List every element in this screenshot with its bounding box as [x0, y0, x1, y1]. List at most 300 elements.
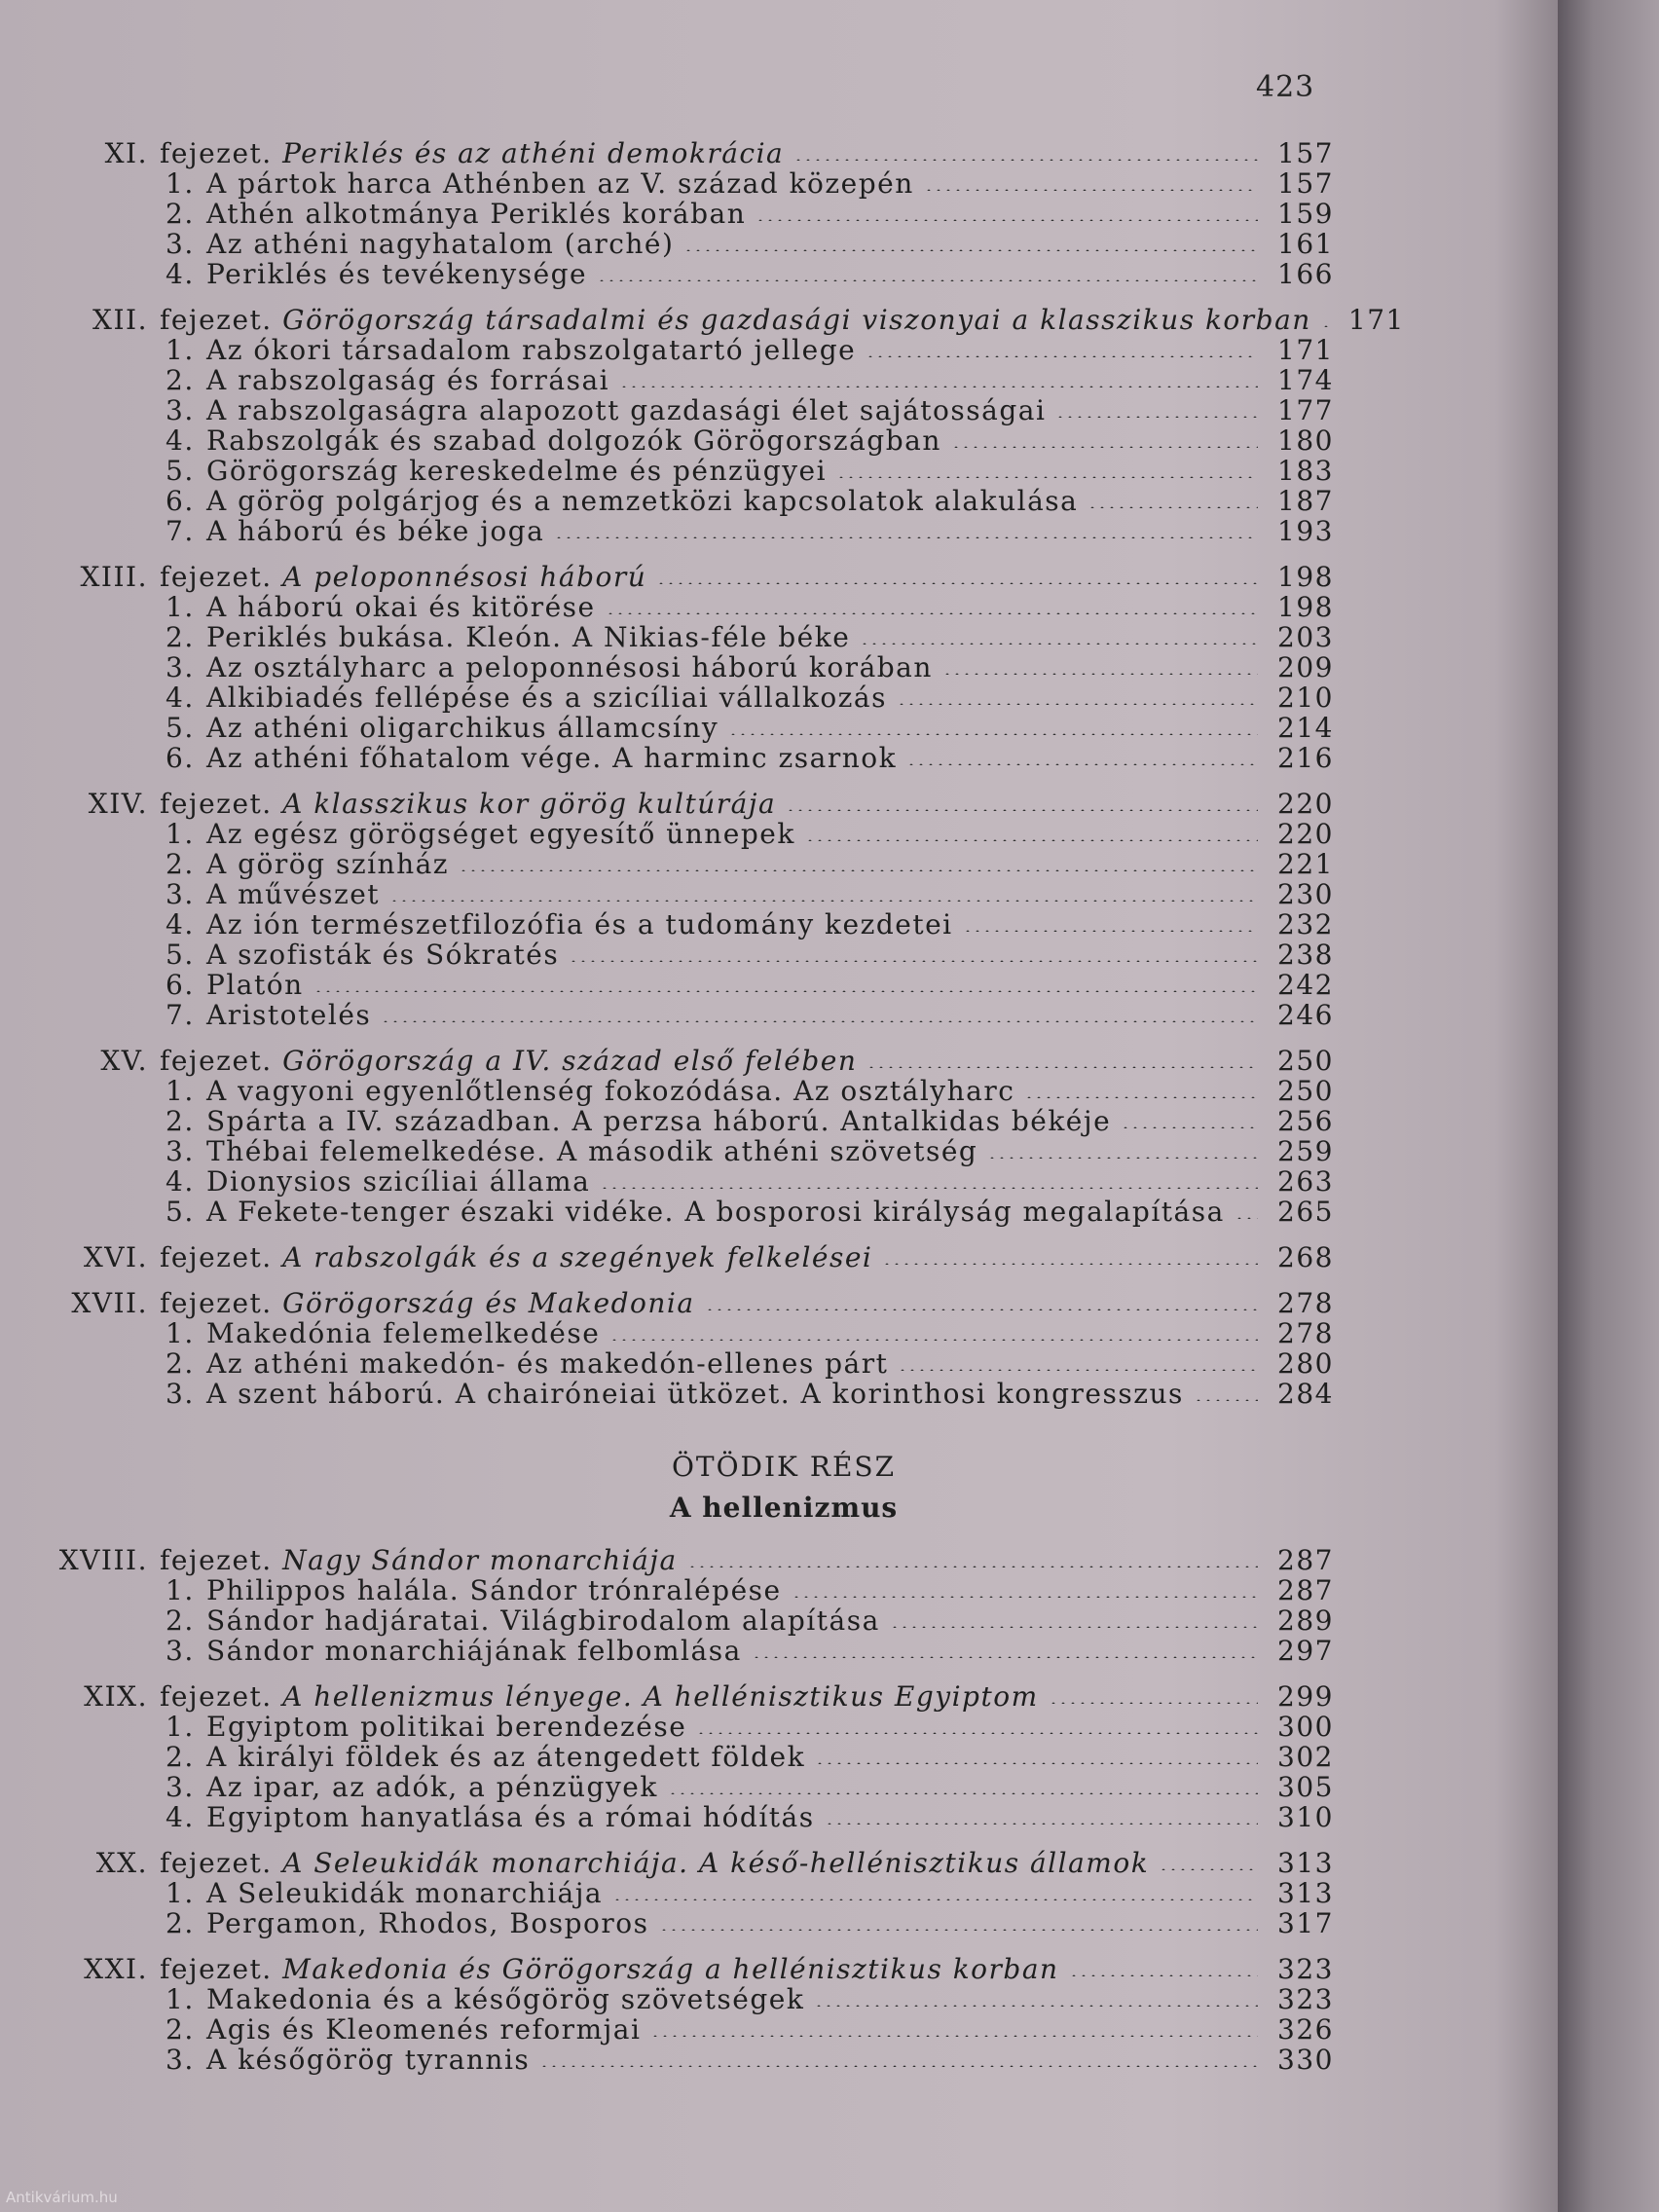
- subsection-page: 193: [1277, 515, 1334, 547]
- subsection-row: [39, 622, 1334, 652]
- subsection-row: [39, 486, 1334, 516]
- dot-leader: [1321, 325, 1329, 327]
- dot-leader: [1235, 1217, 1258, 1219]
- subsection-row: [39, 259, 1334, 289]
- subsection-page: 238: [1277, 939, 1334, 971]
- chapter-page: 278: [1277, 1287, 1334, 1319]
- subsection-row: [39, 456, 1334, 486]
- subsection-title: A Seleukidák monarchiája: [206, 1877, 604, 1909]
- dot-leader: [659, 1929, 1258, 1931]
- subsection-title: Agis és Kleomenés reformjai: [206, 2013, 642, 2046]
- subsection-number: 3.: [166, 1635, 195, 1667]
- subsection-title: A vagyoni egyenlőtlenség fokozódása. Az osztályharc: [206, 1075, 1015, 1107]
- subsection-title: Az ipar, az adók, a pénzügyek: [206, 1771, 658, 1803]
- dot-leader: [906, 763, 1258, 765]
- subsection-number: 3.: [166, 1378, 195, 1410]
- dot-leader: [756, 219, 1258, 221]
- subsection-page: 259: [1277, 1135, 1334, 1167]
- chapter-number: XIV.: [88, 788, 148, 820]
- dot-leader: [866, 1066, 1258, 1068]
- dot-leader: [890, 1626, 1258, 1628]
- subsection-number: 1.: [166, 1983, 195, 2015]
- subsection-row: [39, 1166, 1334, 1197]
- chapter-word: fejezet.: [160, 1953, 273, 1985]
- subsection-number: 4.: [166, 682, 195, 714]
- chapter-heading: [160, 1242, 872, 1272]
- spacer: [39, 1409, 1334, 1448]
- subsection-title: A Fekete-tenger északi vidéke. A bosporosi királyság megalapítása: [206, 1196, 1225, 1228]
- dot-leader: [1024, 1096, 1258, 1098]
- part-subtitle: A hellenizmus: [669, 1492, 899, 1524]
- subsection-row: [39, 1605, 1334, 1636]
- subsection-page: 166: [1277, 258, 1334, 290]
- subsection-page: 330: [1277, 2044, 1334, 2076]
- chapter-row: [39, 138, 1334, 168]
- subsection-title: Makedónia felemelkedése: [206, 1317, 601, 1349]
- dot-leader: [389, 900, 1258, 902]
- subsection-number: 3.: [166, 1771, 195, 1803]
- dot-leader: [728, 733, 1258, 735]
- subsection-number: 2.: [166, 848, 195, 880]
- dot-leader: [1194, 1399, 1258, 1401]
- subsection-page: 209: [1277, 651, 1334, 683]
- chapter-row: [39, 1545, 1334, 1575]
- subsection-row: [39, 1772, 1334, 1802]
- subsection-page: 300: [1277, 1711, 1334, 1743]
- spacer: [39, 1666, 1334, 1681]
- watermark: Antikvárium.hu: [6, 2189, 118, 2206]
- subsection-page: 317: [1277, 1907, 1334, 1939]
- subsection-number: 3.: [166, 228, 195, 260]
- subsection-number: 1.: [166, 818, 195, 850]
- subsection-row: [39, 849, 1334, 879]
- subsection-page: 220: [1277, 818, 1334, 850]
- chapter-heading: [160, 305, 1311, 335]
- subsection-row: [39, 1106, 1334, 1136]
- dot-leader: [951, 446, 1258, 448]
- dot-leader: [987, 1157, 1258, 1159]
- chapter-row: [39, 304, 1405, 336]
- chapter-title: Görögország a IV. század első felében: [282, 1045, 858, 1077]
- dot-leader: [705, 1309, 1258, 1310]
- subsection-row: [39, 1348, 1334, 1379]
- chapter-title: A peloponnésosi háború: [282, 561, 647, 593]
- subsection-number: 4.: [166, 1165, 195, 1198]
- subsection-number: 1.: [166, 1317, 195, 1349]
- subsection-row: [39, 199, 1334, 229]
- subsection-number: 1.: [166, 1877, 195, 1909]
- chapter-row: [39, 1046, 1334, 1076]
- dot-leader: [793, 159, 1258, 161]
- subsection-number: 2.: [166, 621, 195, 653]
- dot-leader: [882, 1263, 1258, 1265]
- subsection-number: 2.: [166, 1604, 195, 1637]
- subsection-title: Sándor monarchiájának felbomlása: [206, 1635, 742, 1667]
- chapter-heading: [160, 789, 776, 819]
- subsection-page: 278: [1277, 1317, 1334, 1349]
- subsection-title: Az athéni főhatalom vége. A harminc zsarnok: [206, 742, 898, 774]
- subsection-page: 305: [1277, 1771, 1334, 1803]
- chapter-heading: [160, 1954, 1059, 1984]
- subsection-row: [39, 1318, 1334, 1348]
- subsection-title: A pártok harca Athénben az V. század közepén: [206, 167, 914, 200]
- chapter-heading: [160, 1288, 695, 1318]
- dot-leader: [786, 809, 1258, 811]
- subsection-title: Az ión természetfilozófia és a tudomány kezdetei: [206, 908, 953, 940]
- subsection-row: [39, 940, 1334, 970]
- subsection-page: 159: [1277, 198, 1334, 230]
- subsection-row: [39, 1379, 1334, 1409]
- chapter-row: [39, 562, 1334, 592]
- chapter-number: XVIII.: [58, 1544, 148, 1576]
- subsection-page: 183: [1277, 455, 1334, 487]
- dot-leader: [792, 1596, 1258, 1598]
- dot-leader: [942, 673, 1258, 675]
- subsection-page: 157: [1277, 167, 1334, 200]
- chapter-heading: [160, 138, 784, 168]
- dot-leader: [1049, 1702, 1258, 1704]
- subsection-number: 2.: [166, 198, 195, 230]
- subsection-number: 2.: [166, 1105, 195, 1137]
- subsection-number: 3.: [166, 651, 195, 683]
- spacer: [39, 289, 1334, 305]
- subsection-row: [39, 1984, 1334, 2014]
- subsection-page: 210: [1277, 682, 1334, 714]
- subsection-number: 7.: [166, 515, 195, 547]
- subsection-row: [39, 819, 1334, 849]
- subsection-page: 323: [1277, 1983, 1334, 2015]
- dot-leader: [687, 1566, 1258, 1567]
- subsection-title: Spárta a IV. században. A perzsa háború. Antalkidas békéje: [206, 1105, 1112, 1137]
- chapter-title: Makedonia és Görögország a hellénisztikus korban: [282, 1953, 1059, 1985]
- subsection-number: 1.: [166, 167, 195, 200]
- chapter-row: [39, 789, 1334, 819]
- dot-leader: [898, 1369, 1258, 1371]
- subsection-number: 6.: [166, 969, 195, 1001]
- chapter-word: fejezet.: [160, 137, 273, 169]
- chapter-heading: [160, 562, 646, 592]
- dot-leader: [313, 990, 1258, 992]
- subsection-number: 2.: [166, 1347, 195, 1380]
- subsection-title: Alkibiadés fellépése és a szicíliai vállalkozás: [206, 682, 887, 714]
- chapter-word: fejezet.: [160, 1680, 273, 1713]
- subsection-row: [39, 365, 1334, 395]
- subsection-page: 284: [1277, 1378, 1334, 1410]
- dot-leader: [860, 643, 1258, 645]
- chapter-word: fejezet.: [160, 1287, 273, 1319]
- subsection-page: 174: [1277, 364, 1334, 396]
- chapter-word: fejezet.: [160, 1045, 273, 1077]
- dot-leader: [609, 1339, 1258, 1341]
- chapter-row: [39, 1242, 1334, 1272]
- subsection-page: 256: [1277, 1105, 1334, 1137]
- chapter-word: fejezet.: [160, 561, 273, 593]
- subsection-page: 263: [1277, 1165, 1334, 1198]
- dot-leader: [752, 1656, 1258, 1658]
- chapter-title: Periklés és az athéni demokrácia: [282, 137, 785, 169]
- chapter-number: XI.: [104, 137, 148, 169]
- toc-sections-before: [39, 137, 1405, 1410]
- dot-leader: [897, 703, 1258, 705]
- subsection-row: [39, 652, 1334, 682]
- chapter-row: [39, 1848, 1334, 1878]
- chapter-heading: [160, 1545, 678, 1575]
- chapter-number: XVI.: [83, 1241, 148, 1273]
- subsection-number: 4.: [166, 1801, 195, 1833]
- subsection-title: Az egész görögséget egyesítő ünnepek: [206, 818, 795, 850]
- subsection-page: 171: [1277, 334, 1334, 366]
- subsection-row: [39, 1136, 1334, 1166]
- subsection-page: 161: [1277, 228, 1334, 260]
- subsection-page: 287: [1277, 1574, 1334, 1606]
- subsection-page: 180: [1277, 424, 1334, 457]
- chapter-word: fejezet.: [160, 788, 273, 820]
- subsection-number: 3.: [166, 394, 195, 426]
- chapter-title: Görögország és Makedonia: [282, 1287, 695, 1319]
- subsection-page: 232: [1277, 908, 1334, 940]
- chapter-page: 268: [1277, 1241, 1334, 1273]
- chapter-row: [39, 1954, 1334, 1984]
- spacer: [39, 773, 1334, 789]
- dot-leader: [836, 476, 1258, 478]
- dot-leader: [554, 536, 1258, 538]
- table-of-contents: [39, 137, 1405, 2076]
- dot-leader: [459, 869, 1258, 871]
- chapter-heading: [160, 1848, 1149, 1878]
- dot-leader: [656, 582, 1258, 584]
- subsection-row: [39, 2014, 1334, 2045]
- dot-leader: [600, 1187, 1258, 1189]
- subsection-row: [39, 168, 1334, 199]
- dot-leader: [539, 2065, 1258, 2067]
- chapter-number: XIII.: [80, 561, 148, 593]
- subsection-row: [39, 970, 1334, 1000]
- dot-leader: [683, 249, 1258, 251]
- subsection-row: [39, 743, 1334, 773]
- subsection-row: [39, 713, 1334, 743]
- subsection-row: [39, 879, 1334, 909]
- dot-leader: [569, 960, 1258, 962]
- subsection-page: 297: [1277, 1635, 1334, 1667]
- subsection-number: 7.: [166, 999, 195, 1031]
- subsection-row: [39, 1636, 1334, 1666]
- spacer: [39, 1227, 1334, 1242]
- subsection-row: [39, 1712, 1334, 1742]
- subsection-title: A királyi földek és az átengedett földek: [206, 1741, 806, 1773]
- subsection-row: [39, 395, 1334, 425]
- subsection-title: Philippos halála. Sándor trónralépése: [206, 1574, 782, 1606]
- subsection-row: [39, 1197, 1334, 1227]
- chapter-title: A klasszikus kor görög kultúrája: [282, 788, 777, 820]
- subsection-title: A szofisták és Sókratés: [206, 939, 560, 971]
- chapter-number: XVII.: [71, 1287, 148, 1319]
- subsection-number: 2.: [166, 364, 195, 396]
- chapter-row: [39, 1288, 1334, 1318]
- subsection-title: Aristotelés: [206, 999, 372, 1031]
- subsection-title: Az athéni nagyhatalom (arché): [206, 228, 675, 260]
- toc-sections-after: [39, 1545, 1334, 2075]
- page-number: 423: [1256, 70, 1315, 104]
- dot-leader: [1159, 1868, 1258, 1870]
- subsection-number: 2.: [166, 1907, 195, 1939]
- subsection-number: 1.: [166, 1574, 195, 1606]
- subsection-number: 2.: [166, 1741, 195, 1773]
- subsection-page: 280: [1277, 1347, 1334, 1380]
- subsection-title: A későgörög tyrannis: [206, 2044, 531, 2076]
- subsection-number: 5.: [166, 939, 195, 971]
- subsection-page: 230: [1277, 878, 1334, 910]
- subsection-row: [39, 2045, 1334, 2075]
- subsection-number: 6.: [166, 742, 195, 774]
- chapter-word: fejezet.: [160, 1847, 273, 1879]
- subsection-title: Pergamon, Rhodos, Bosporos: [206, 1907, 649, 1939]
- subsection-title: Thébai felemelkedése. A második athéni szövetség: [206, 1135, 978, 1167]
- subsection-number: 4.: [166, 908, 195, 940]
- dot-leader: [963, 930, 1258, 932]
- dot-leader: [612, 1899, 1258, 1900]
- subsection-title: A művészet: [206, 878, 381, 910]
- subsection-title: Platón: [206, 969, 304, 1001]
- dot-leader: [866, 355, 1258, 357]
- subsection-title: Periklés és tevékenysége: [206, 258, 588, 290]
- chapter-title: A rabszolgák és a szegények felkelései: [282, 1241, 873, 1273]
- subsection-title: A görög polgárjog és a nemzetközi kapcsolatok alakulása: [206, 485, 1079, 517]
- subsection-page: 246: [1277, 999, 1334, 1031]
- subsection-title: A rabszolgaságra alapozott gazdasági élet sajátosságai: [206, 394, 1047, 426]
- dot-leader: [668, 1792, 1258, 1794]
- subsection-title: Az athéni makedón- és makedón-ellenes párt: [206, 1347, 889, 1380]
- subsection-number: 5.: [166, 1196, 195, 1228]
- subsection-page: 326: [1277, 2013, 1334, 2046]
- dot-leader: [924, 189, 1258, 191]
- dot-leader: [825, 1823, 1258, 1825]
- subsection-page: 216: [1277, 742, 1334, 774]
- subsection-row: [39, 1742, 1334, 1772]
- subsection-number: 1.: [166, 1711, 195, 1743]
- spacer: [39, 1832, 1334, 1848]
- subsection-number: 3.: [166, 2044, 195, 2076]
- subsection-row: [39, 425, 1334, 456]
- chapter-page: 313: [1277, 1847, 1334, 1879]
- subsection-title: Periklés bukása. Kleón. A Nikias-féle béke: [206, 621, 851, 653]
- subsection-number: 1.: [166, 334, 195, 366]
- book-spine: [1558, 0, 1659, 2212]
- subsection-number: 5.: [166, 455, 195, 487]
- spacer: [39, 546, 1334, 562]
- subsection-title: Az athéni oligarchikus államcsíny: [206, 712, 719, 744]
- chapter-word: fejezet.: [160, 1241, 273, 1273]
- subsection-row: [39, 1575, 1334, 1605]
- subsection-title: Az osztályharc a peloponnésosi háború korában: [206, 651, 933, 683]
- chapter-page: 287: [1277, 1544, 1334, 1576]
- chapter-page: 323: [1277, 1953, 1334, 1985]
- subsection-row: [39, 335, 1334, 365]
- chapter-page: 198: [1277, 561, 1334, 593]
- subsection-row: [39, 1076, 1334, 1106]
- subsection-number: 6.: [166, 485, 195, 517]
- dot-leader: [696, 1732, 1258, 1734]
- subsection-title: Görögország kereskedelme és pénzügyei: [206, 455, 828, 487]
- subsection-number: 3.: [166, 878, 195, 910]
- chapter-number: XIX.: [84, 1680, 148, 1713]
- chapter-page: 299: [1277, 1680, 1334, 1713]
- chapter-page: 250: [1277, 1045, 1334, 1077]
- subsection-row: [39, 1802, 1334, 1832]
- subsection-number: 4.: [166, 424, 195, 457]
- subsection-number: 3.: [166, 1135, 195, 1167]
- subsection-page: 203: [1277, 621, 1334, 653]
- chapter-number: XV.: [100, 1045, 148, 1077]
- part-title: ÖTÖDIK RÉSZ: [671, 1451, 897, 1483]
- chapter-heading: [160, 1681, 1039, 1712]
- subsection-page: 177: [1277, 394, 1334, 426]
- subsection-title: Makedonia és a későgörög szövetségek: [206, 1983, 805, 2015]
- chapter-number: XX.: [95, 1847, 148, 1879]
- subsection-title: Sándor hadjáratai. Világbirodalom alapítása: [206, 1604, 880, 1637]
- subsection-row: [39, 592, 1334, 622]
- spacer: [39, 1938, 1334, 1954]
- subsection-row: [39, 1000, 1334, 1030]
- chapter-page: 157: [1277, 137, 1334, 169]
- subsection-page: 242: [1277, 969, 1334, 1001]
- subsection-row: [39, 909, 1334, 940]
- spacer: [39, 1530, 1334, 1545]
- dot-leader: [805, 839, 1258, 841]
- chapter-page: 171: [1347, 304, 1405, 336]
- subsection-row: [39, 682, 1334, 713]
- chapter-number: XXI.: [84, 1953, 148, 1985]
- subsection-number: 2.: [166, 2013, 195, 2046]
- subsection-page: 313: [1277, 1877, 1334, 1909]
- subsection-title: A háború és béke joga: [206, 515, 545, 547]
- subsection-row: [39, 1908, 1334, 1938]
- dot-leader: [814, 2005, 1258, 2007]
- dot-leader: [381, 1020, 1258, 1022]
- dot-leader: [1069, 1974, 1258, 1976]
- subsection-page: 310: [1277, 1801, 1334, 1833]
- subsection-page: 302: [1277, 1741, 1334, 1773]
- spacer: [39, 1272, 1334, 1288]
- spacer: [39, 1030, 1334, 1046]
- subsection-number: 5.: [166, 712, 195, 744]
- subsection-page: 214: [1277, 712, 1334, 744]
- dot-leader: [619, 386, 1258, 387]
- subsection-row: [39, 1878, 1334, 1908]
- subsection-row: [39, 229, 1334, 259]
- subsection-page: 250: [1277, 1075, 1334, 1107]
- subsection-title: A háború okai és kitörése: [206, 591, 596, 623]
- dot-leader: [606, 612, 1258, 614]
- chapter-heading: [160, 1046, 857, 1076]
- subsection-title: Rabszolgák és szabad dolgozók Görögországban: [206, 424, 941, 457]
- subsection-title: A szent háború. A chairóneiai ütközet. A korinthosi kongresszus: [206, 1378, 1184, 1410]
- subsection-title: Egyiptom hanyatlása és a római hódítás: [206, 1801, 815, 1833]
- dot-leader: [1088, 506, 1258, 508]
- dot-leader: [597, 279, 1258, 281]
- subsection-page: 221: [1277, 848, 1334, 880]
- dot-leader: [1121, 1126, 1258, 1128]
- subsection-title: Egyiptom politikai berendezése: [206, 1711, 687, 1743]
- chapter-number: XII.: [92, 304, 148, 336]
- subsection-page: 265: [1277, 1196, 1334, 1228]
- subsection-number: 1.: [166, 1075, 195, 1107]
- subsection-row: [39, 516, 1334, 546]
- dot-leader: [650, 2035, 1258, 2037]
- subsection-page: 187: [1277, 485, 1334, 517]
- subsection-title: Dionysios szicíliai állama: [206, 1165, 591, 1198]
- subsection-page: 198: [1277, 591, 1334, 623]
- chapter-word: fejezet.: [160, 304, 273, 336]
